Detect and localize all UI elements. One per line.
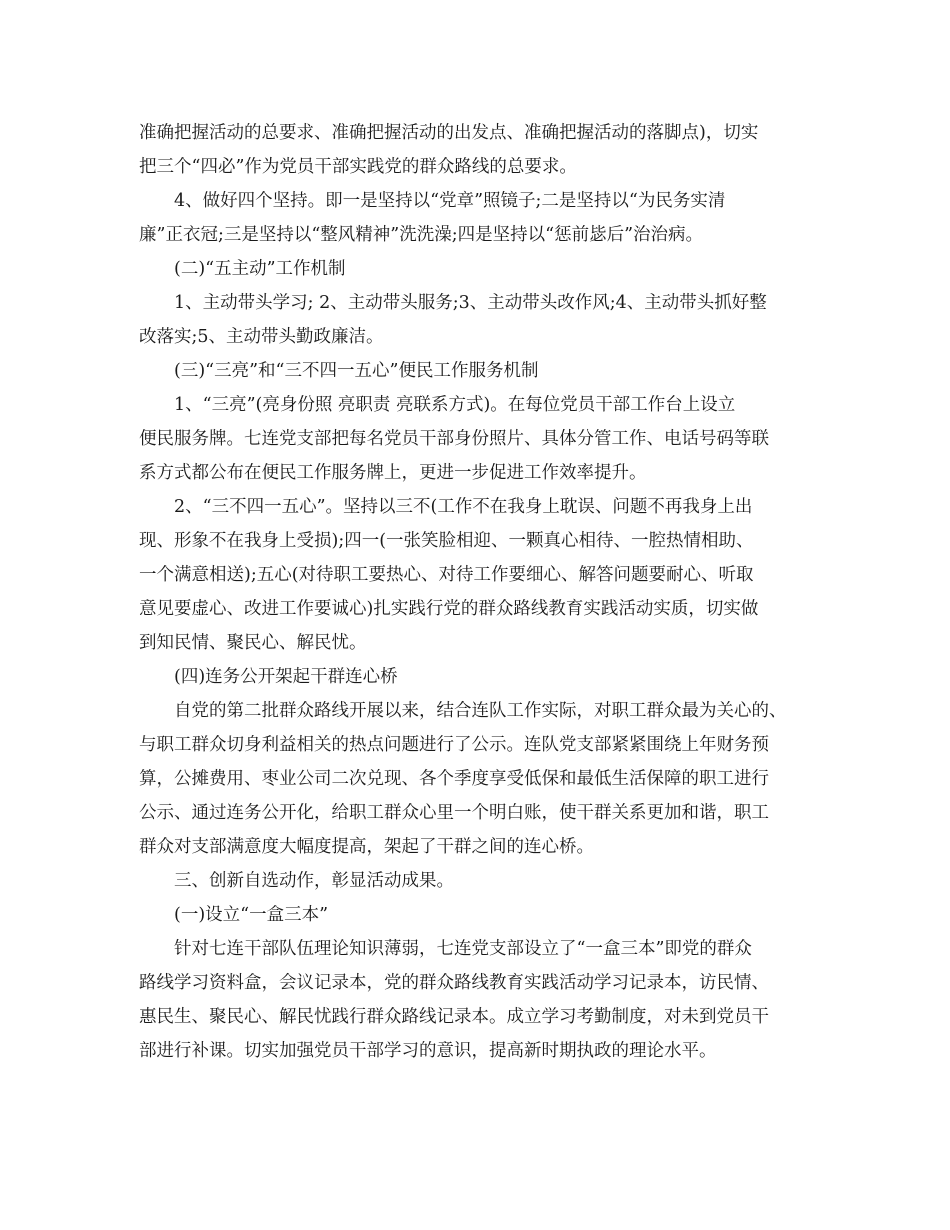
text-line: 算，公摊费用、枣业公司二次兑现、各个季度享受低保和最低生活保障的职工进行 — [139, 769, 769, 789]
text-line: 系方式都公布在便民工作服务牌上，更进一步促进工作效率提升。 — [139, 463, 647, 483]
text-line: 公示、通过连务公开化，给职工群众心里一个明白账，使干群关系更加和谐，职工 — [139, 803, 769, 823]
text-line: (一)设立“一盒三本” — [174, 905, 329, 925]
text-line: 1、“三亮”(亮身份照 亮职责 亮联系方式)。在每位党员干部工作台上设立 — [174, 395, 736, 415]
text-line: 到知民情、聚民心、解民忧。 — [139, 633, 367, 653]
text-line: 惠民生、聚民心、解民忧践行群众路线记录本。成立学习考勤制度，对未到党员干 — [139, 1007, 769, 1027]
text-line: 现、形象不在我身上受损);四一(一张笑脸相迎、一颗真心相待、一腔热情相助、 — [139, 531, 754, 551]
text-line: 2、“三不四一五心”。坚持以三不(工作不在我身上耽误、问题不再我身上出 — [174, 497, 753, 517]
text-line: 群众对支部满意度大幅度提高，架起了干群之间的连心桥。 — [139, 837, 594, 857]
text-line: 部进行补课。切实加强党员干部学习的意识，提高新时期执政的理论水平。 — [139, 1041, 717, 1061]
text-line: 4、做好四个坚持。即一是坚持以“党章”照镜子;二是坚持以“为民务实清 — [174, 191, 726, 211]
document-body — [139, 116, 819, 1068]
text-line: (二)“五主动”工作机制 — [174, 259, 346, 279]
text-line: 与职工群众切身利益相关的热点问题进行了公示。连队党支部紧紧围绕上年财务预 — [139, 735, 769, 755]
text-line: 准确把握活动的总要求、准确把握活动的出发点、准确把握活动的落脚点)，切实 — [139, 123, 759, 143]
text-line: 意见要虚心、改进工作要诚心)扎实践行党的群众路线教育实践活动实质，切实做 — [139, 599, 759, 619]
text-line: 三、创新自选动作，彰显活动成果。 — [174, 871, 454, 891]
text-line: (四)连务公开架起干群连心桥 — [174, 667, 398, 687]
text-line: (三)“三亮”和“三不四一五心”便民工作服务机制 — [174, 361, 539, 381]
text-line: 路线学习资料盒，会议记录本，党的群众路线教育实践活动学习记录本，访民情、 — [139, 973, 769, 993]
text-line: 一个满意相送);五心(对待职工要热心、对待工作要细心、解答问题要耐心、听取 — [139, 565, 754, 585]
text-line: 廉”正衣冠;三是坚持以“整风精神”洗洗澡;四是坚持以“惩前毖后”治治病。 — [139, 225, 704, 245]
text-line: 针对七连干部队伍理论知识薄弱，七连党支部设立了“一盒三本”即党的群众 — [174, 939, 752, 959]
text-line: 便民服务牌。七连党支部把每名党员干部身份照片、具体分管工作、电话号码等联 — [139, 429, 769, 449]
text-line: 1、主动带头学习; 2、主动带头服务;3、主动带头改作风;4、主动带头抓好整 — [174, 293, 767, 313]
text-line: 自党的第二批群众路线开展以来，结合连队工作实际，对职工群众最为关心的、 — [174, 701, 787, 721]
text-line: 把三个“四必”作为党员干部实践党的群众路线的总要求。 — [139, 157, 577, 177]
text-line: 改落实;5、主动带头勤政廉洁。 — [139, 327, 384, 347]
